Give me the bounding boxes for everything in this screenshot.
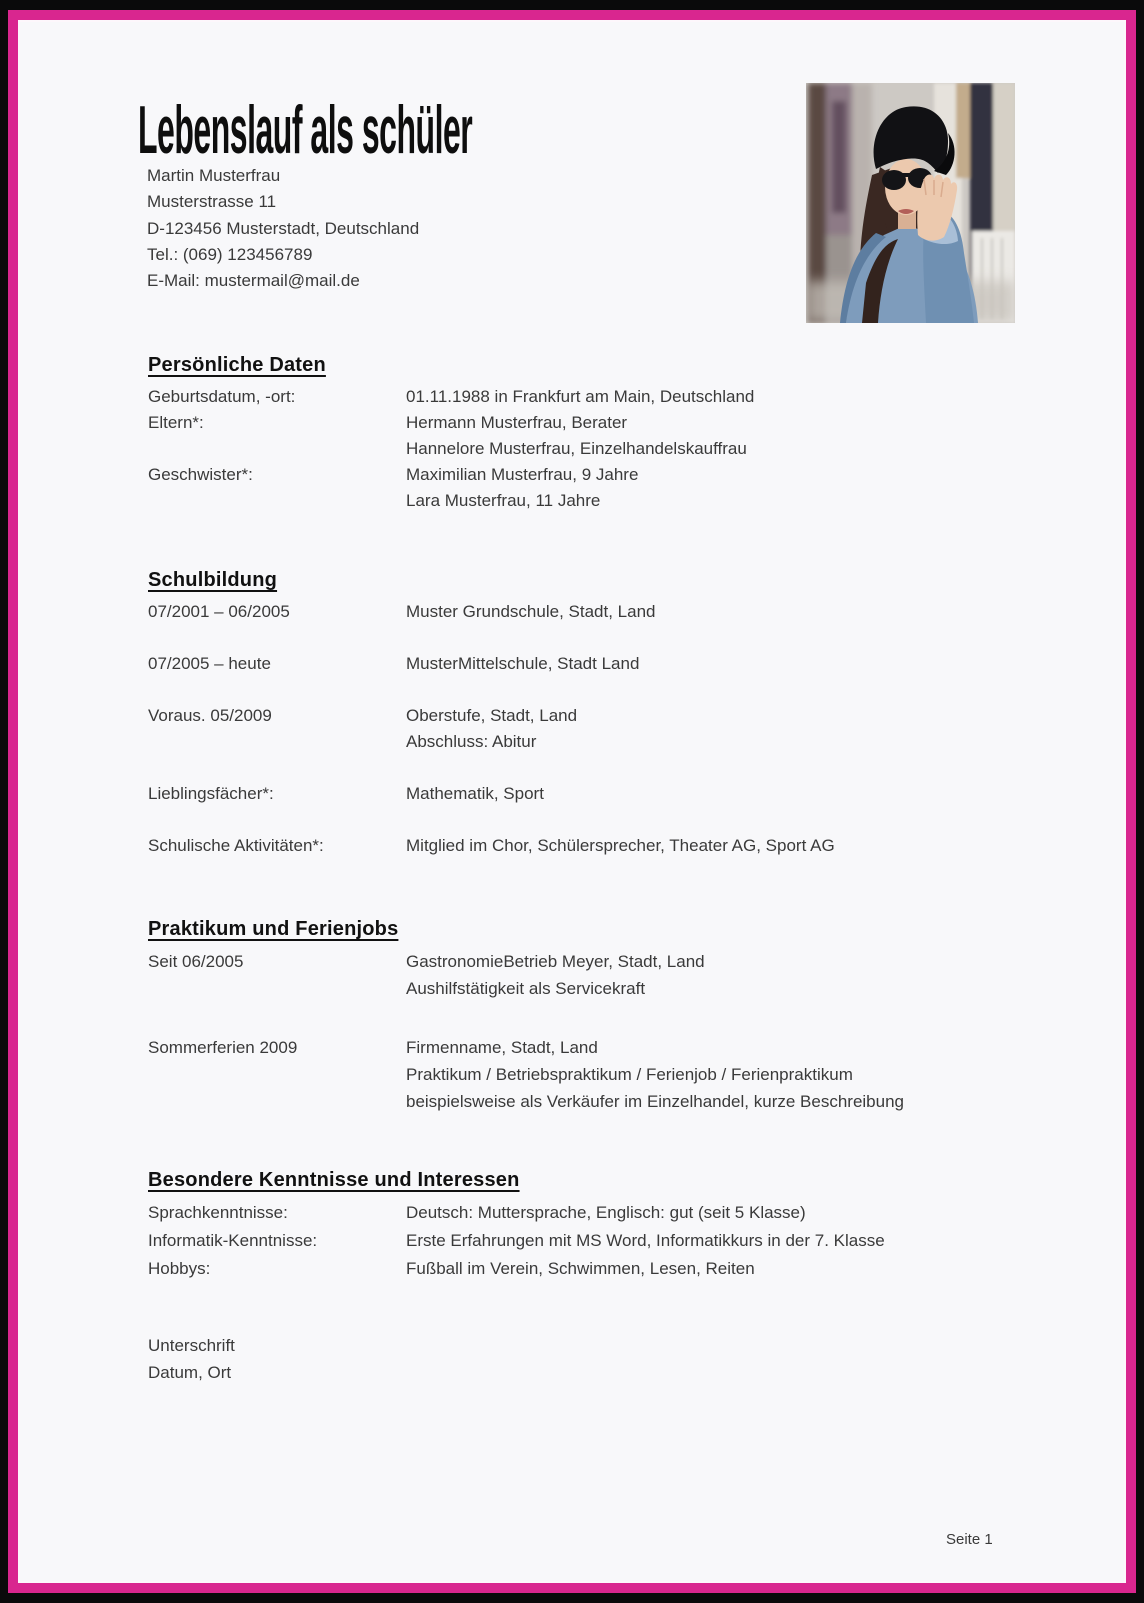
row-it-skills <box>148 1227 1074 1255</box>
row-label: 07/2005 – heute <box>148 654 271 673</box>
row-summer-job <box>148 1034 1074 1061</box>
row-label: Schulische Aktivitäten*: <box>148 836 324 855</box>
section-education <box>148 569 1074 859</box>
section-heading-internships: Praktikum und Ferienjobs <box>148 918 399 940</box>
applicant-photo <box>806 83 1015 323</box>
row-summer-job-cont2 <box>148 1088 1074 1115</box>
row-value: Erste Erfahrungen mit MS Word, Informatikkurs in der 7. Klasse <box>406 1231 885 1250</box>
row-label <box>148 488 406 514</box>
row-label: Eltern*: <box>148 413 204 432</box>
row-favorite-subjects <box>148 781 1074 807</box>
row-value: Muster Grundschule, Stadt, Land <box>406 602 656 621</box>
row-label: 07/2001 – 06/2005 <box>148 602 290 621</box>
row-label <box>148 436 406 462</box>
contact-city: D-123456 Musterstadt, Deutschland <box>147 218 420 238</box>
row-value: Fußball im Verein, Schwimmen, Lesen, Reiten <box>406 1259 755 1278</box>
contact-email: E-Mail: mustermail@mail.de <box>147 271 360 291</box>
signature-block <box>148 1333 235 1386</box>
row-value: Lara Musterfrau, 11 Jahre <box>406 491 601 510</box>
row-label <box>148 1088 406 1115</box>
row-label: Informatik-Kenntnisse: <box>148 1231 318 1250</box>
applicant-photo-illustration <box>806 83 1015 323</box>
row-label: Voraus. 05/2009 <box>148 706 272 725</box>
row-siblings-cont <box>148 488 1074 514</box>
row-value: Deutsch: Muttersprache, Englisch: gut (seit 5 Klasse) <box>406 1203 806 1222</box>
row-value: beispielsweise als Verkäufer im Einzelhandel, kurze Beschreibung <box>406 1092 904 1111</box>
row-parents <box>148 410 1074 436</box>
section-internships <box>148 918 1074 1115</box>
row-value: Mathematik, Sport <box>406 784 544 803</box>
row-value: Praktikum / Betriebspraktikum / Ferienjob / Ferienpraktikum <box>406 1065 853 1084</box>
row-upper-school <box>148 703 1074 729</box>
row-label: Sommerferien 2009 <box>148 1038 298 1057</box>
row-label: Geburtsdatum, -ort: <box>148 387 296 406</box>
row-birthdate <box>148 384 1074 410</box>
row-job-current-cont <box>148 975 1074 1002</box>
row-languages <box>148 1199 1074 1227</box>
row-label: Sprachkenntnisse: <box>148 1203 288 1222</box>
row-value: 01.11.1988 in Frankfurt am Main, Deutschland <box>406 387 755 406</box>
row-label <box>148 1061 406 1088</box>
row-value: Maximilian Musterfrau, 9 Jahre <box>406 465 639 484</box>
row-label <box>148 729 406 755</box>
row-siblings <box>148 462 1074 488</box>
row-value: Aushilfstätigkeit als Servicekraft <box>406 979 646 998</box>
row-value: Mitglied im Chor, Schülersprecher, Theater AG, Sport AG <box>406 836 835 855</box>
row-label: Seit 06/2005 <box>148 952 244 971</box>
date-place-label: Datum, Ort <box>148 1362 232 1382</box>
contact-block <box>147 163 419 294</box>
document-title: Lebenslauf als schüler <box>138 91 473 168</box>
section-skills-interests <box>148 1169 1074 1283</box>
row-middle-school <box>148 651 1074 677</box>
contact-name: Martin Musterfrau <box>147 166 281 185</box>
row-school-activities <box>148 833 1074 859</box>
row-label <box>148 975 406 1002</box>
section-heading-education: Schulbildung <box>148 569 278 591</box>
row-value: Hannelore Musterfrau, Einzelhandelskauffrau <box>406 439 747 458</box>
section-personal-data <box>148 354 1074 514</box>
row-hobbies <box>148 1255 1074 1283</box>
section-heading-personal-data: Persönliche Daten <box>148 354 326 376</box>
row-value: GastronomieBetrieb Meyer, Stadt, Land <box>406 952 705 971</box>
row-value: Abschluss: Abitur <box>406 732 537 751</box>
row-summer-job-cont <box>148 1061 1074 1088</box>
signature-label: Unterschrift <box>148 1336 235 1355</box>
section-heading-skills: Besondere Kenntnisse und Interessen <box>148 1169 520 1191</box>
row-upper-school-cont <box>148 729 1074 755</box>
row-value: Oberstufe, Stadt, Land <box>406 706 578 725</box>
row-value: MusterMittelschule, Stadt Land <box>406 654 640 673</box>
row-label: Hobbys: <box>148 1259 211 1278</box>
row-value: Firmenname, Stadt, Land <box>406 1038 598 1057</box>
row-label: Geschwister*: <box>148 465 253 484</box>
contact-street: Musterstrasse 11 <box>147 192 277 212</box>
row-parents-cont <box>148 436 1074 462</box>
row-primary-school <box>148 599 1074 625</box>
contact-phone: Tel.: (069) 123456789 <box>147 244 313 264</box>
row-value: Hermann Musterfrau, Berater <box>406 413 628 432</box>
page-number: Seite 1 <box>946 1531 993 1548</box>
row-label: Lieblingsfächer*: <box>148 784 274 803</box>
row-job-current <box>148 948 1074 975</box>
